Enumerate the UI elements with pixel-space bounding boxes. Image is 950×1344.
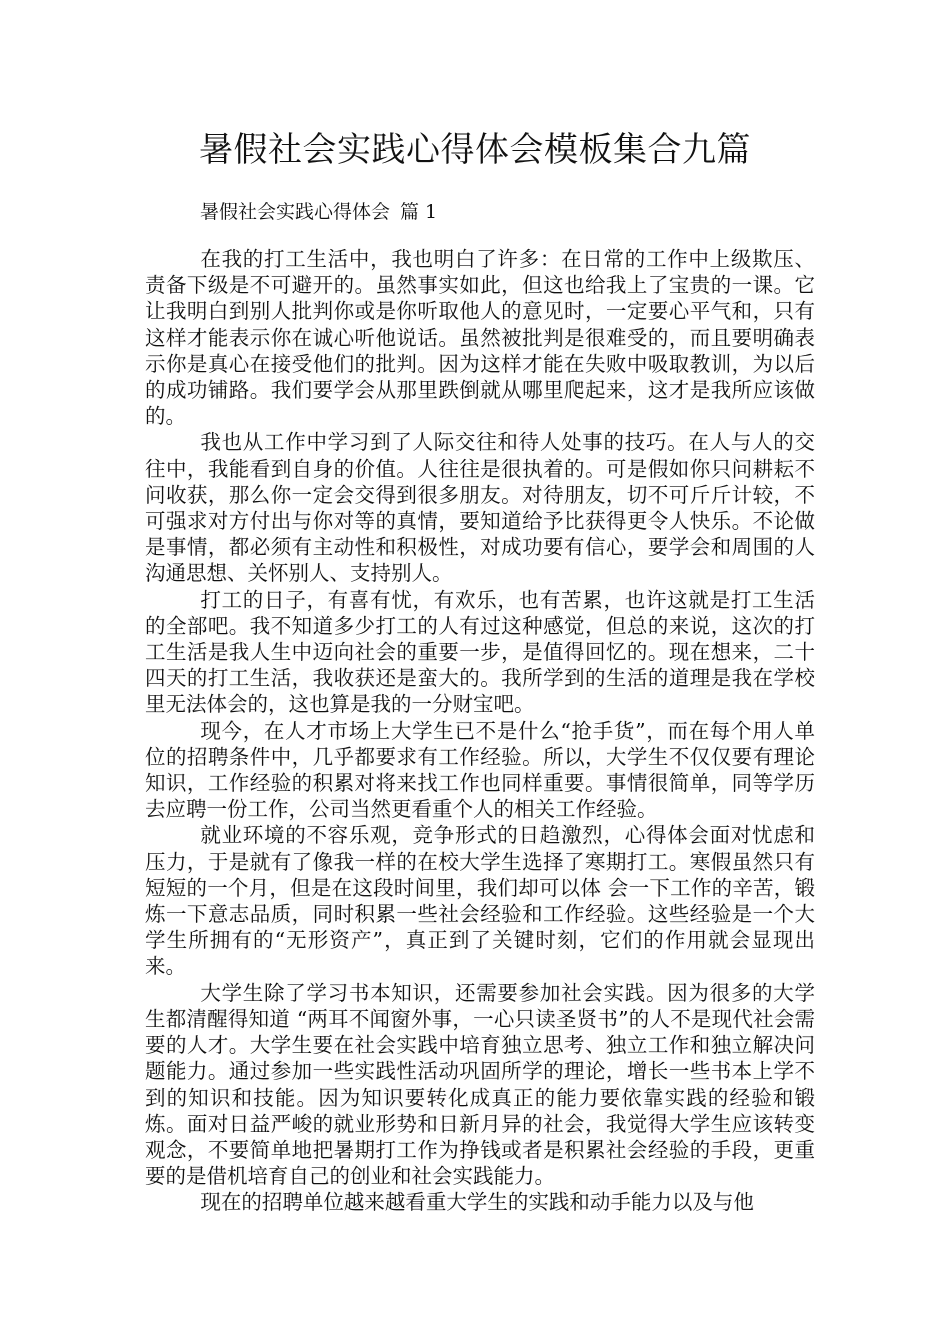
section-heading-text: 暑假社会实践心得体会 xyxy=(200,201,391,223)
document-body xyxy=(145,246,815,1216)
paragraph: 就业环境的不容乐观，竞争形式的日趋激烈，心得体会面对忧虑和压力，于是就有了像我一样的在校大学生选择了寒期打工。寒假虽然只有短短的一个月，但是在这段时间里，我们却可以体 会一下工作的辛苦，锻炼一下意志品质，同时积累一些社会经验和工作经验。这些经验是一个大学生所拥有的“无形资产”，真正到了关键时刻，它们的作用就会显现出来。 xyxy=(145,823,815,979)
document-title: 暑假社会实践心得体会模板集合九篇 xyxy=(199,130,751,170)
paragraph: 在我的打工生活中，我也明白了许多：在日常的工作中上级欺压、责备下级是不可避开的。虽然事实如此，但这也给我上了宝贵的一课。它让我明白到别人批判你或是你听取他人的意见时，一定要心平气和，只有这样才能表示你在诚心听他说话。虽然被批判是很难受的，而且要明确表示你是真心在接受他们的批判。因为这样才能在失败中吸取教训，为以后的成功铺路。我们要学会从那里跌倒就从哪里爬起来，这才是我所应该做的。 xyxy=(145,247,815,429)
section-number: 篇 1 xyxy=(400,201,438,223)
paragraph: 大学生除了学习书本知识，还需要参加社会实践。因为很多的大学生都清醒得知道 “两耳不闻窗外事，一心只读圣贤书”的人不是现代社会需要的人才。大学生要在社会实践中培育独立思考、独立工作和独立解决问题能力。通过参加一些实践性活动巩固所学的理论，增长一些书本上学不到的知识和技能。因为知识要转化成真正的能力要依靠实践的经验和锻炼。面对日益严峻的就业形势和日新月异的社会，我觉得大学生应该转变观念，不要简单地把暑期打工作为挣钱或者是积累社会经验的手段，更重要的是借机培育自己的创业和社会实践能力。 xyxy=(145,980,815,1189)
paragraph: 打工的日子，有喜有忧，有欢乐，也有苦累，也许这就是打工生活的全部吧。我不知道多少打工的人有过这种感觉，但总的来说，这次的打工生活是我人生中迈向社会的重要一步，是值得回忆的。现在想来，二十四天的打工生活，我收获还是蛮大的。我所学到的生活的道理是我在学校里无法体会的，这也算是我的一分财宝吧。 xyxy=(145,587,815,717)
paragraph: 现在的招聘单位越来越看重大学生的实践和动手能力以及与他 xyxy=(200,1190,754,1215)
paragraph: 现今，在人才市场上大学生已不是什么“抢手货”，而在每个用人单位的招聘条件中，几乎都要求有工作经验。所以，大学生不仅仅要有理论知识，工作经验的积累对将来找工作也同样重要。事情很简单，同等学历去应聘一份工作，公司当然更看重个人的相关工作经验。 xyxy=(145,718,815,822)
section-heading xyxy=(200,198,437,226)
paragraph: 我也从工作中学习到了人际交往和待人处事的技巧。在人与人的交往中，我能看到自身的价值。人往往是很执着的。可是假如你只问耕耘不问收获，那么你一定会交得到很多朋友。对待朋友，切不可斤斤计较，不可强求对方付出与你对等的真情，要知道给予比获得更令人快乐。不论做是事情，都必须有主动性和积极性，对成功要有信心，要学会和周围的人沟通思想、关怀别人、支持别人。 xyxy=(145,430,815,586)
